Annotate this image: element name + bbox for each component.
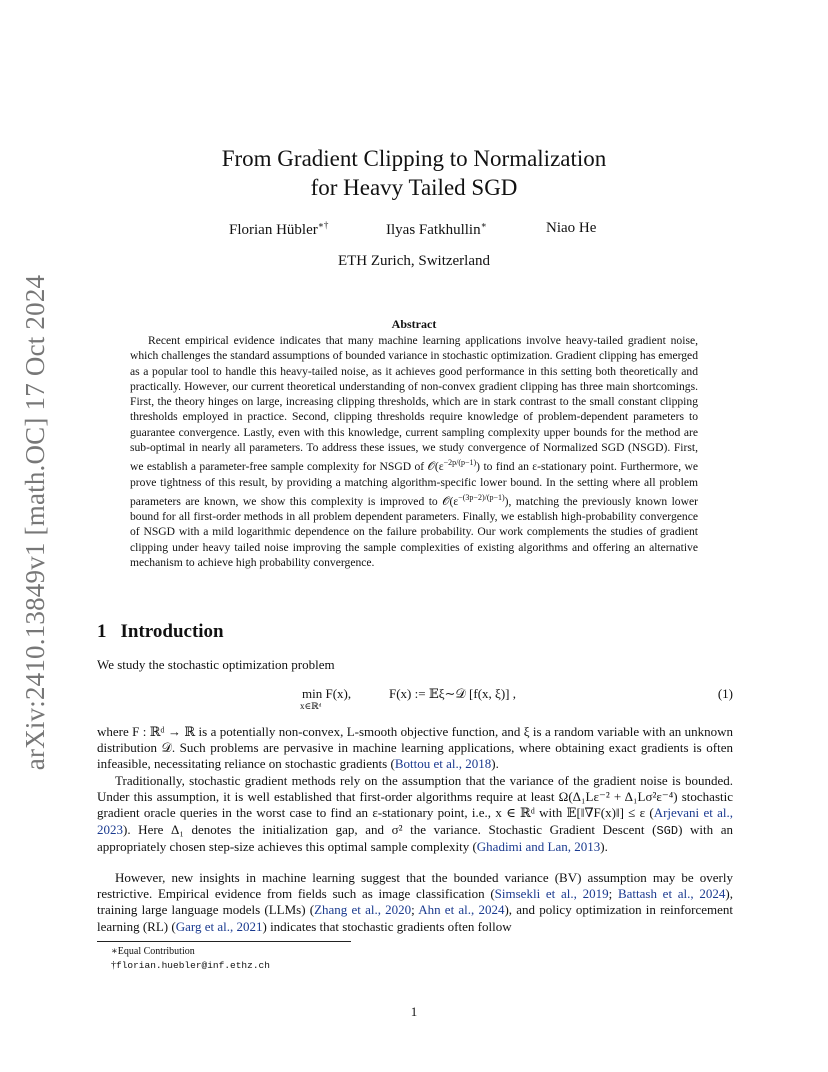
equation-1 — [97, 686, 733, 716]
section-heading-introduction: 1 Introduction — [97, 621, 224, 642]
equation-lhs: min F(x), — [302, 686, 352, 701]
arxiv-sidebar-stamp — [14, 270, 58, 775]
footnote-email: †florian.huebler@inf.ethz.ch — [111, 960, 270, 971]
affiliation: ETH Zurich, Switzerland — [337, 253, 491, 269]
citation-arjevani[interactable]: Arjevani et al., 2023 — [97, 805, 734, 837]
title-line-1: From Gradient Clipping to Normalization — [221, 146, 607, 171]
citation-zhang[interactable]: Zhang et al., 2020 — [314, 902, 412, 918]
equation-subscript: x∈ℝᵈ — [300, 701, 322, 711]
arxiv-identifier: arXiv:2410.13849v1 [math.OC] 17 Oct 2024 — [20, 274, 51, 771]
citation-battash[interactable]: Battash et al., 2024 — [617, 886, 726, 902]
intro-sentence: We study the stochastic optimization problem — [97, 657, 335, 672]
abstract-text: Recent empirical evidence indicates that many machine learning applications involve heavy-tailed gradient noise, which challenges the standard assumptions of bounded variance in stochastic optimization. Gradient clipping has emerged as a popular tool to handle this heavy-tailed noise, as it achieves good performance in this setting both theoretically and practically. However, our current theoretical understanding of non-convex gradient clipping has three main shortcomings. First, the theory hinges on large, increasing clipping thresholds, which are in stark contrast to the small constant clipping thresholds employed in practice. Second, clipping thresholds require knowledge of problem-dependent parameters to guarantee convergence. Lastly, even with this knowledge, current sampling complexity upper bounds for the method are sub-optimal in nearly all parameters. To address these issues, we study convergence of Normalized SGD (NSGD). First, we establish a parameter-free sample complexity for NSGD of $𝒪(\varepsilon^{-2p/(p-1)})$ to find an ε-stationary point. Furthermore, we prove tightness of this result, by providing a matching algorithm-specific lower bound. In the setting where all problem parameters are known, we show this complexity is improved to $𝒪(\varepsilon^{-(3p-2)/(p-1)})$, matching the previously known lower bound for all first-order methods in all problem dependent parameters. Finally, we establish high-probability convergence of NSGD with a mild logarithmic dependence on the failure probability. Our work complements the studies of gradient clipping under heavy tailed noise improving the sample complexities of existing algorithms and offering an alternative mechanism to achieve high probability convergence. — [130, 334, 699, 569]
paragraph-heavy-tailed: However, new insights in machine learning suggest that the bounded variance (BV) assumption may be overly restrictive. Empirical evidence from fields such as image classification (Simsekli et al., 2019; Battash et al., 2024), training large language models (LLMs) (Zhang et al., 2020; Ahn et al., 2024), and policy optimization in reinforcement learning (RL) (Garg et al., 2021) indicates that stochastic gradients often follow — [97, 870, 733, 934]
sgd-acronym: SGD — [656, 823, 679, 838]
page-number: 1 — [410, 1004, 418, 1019]
citation-bottou[interactable]: Bottou et al., 2018 — [394, 756, 492, 772]
citation-simsekli[interactable]: Simsekli et al., 2019 — [494, 886, 609, 902]
paper-title — [120, 144, 708, 202]
footnote-equal-contribution: ∗Equal Contribution — [111, 946, 195, 957]
author-1: Florian Hübler∗† — [229, 220, 329, 238]
citation-garg[interactable]: Garg et al., 2021 — [175, 918, 263, 934]
equation-rhs: F(x) := 𝔼ξ∼𝒟 [f(x, ξ)] , — [389, 686, 516, 701]
abstract-heading: Abstract — [391, 317, 437, 331]
paragraph-bounded-variance: Traditionally, stochastic gradient methods rely on the assumption that the variance of the gradient noise is bounded. Under this assumption, it is well established that first-order algorithms require at least Ω(Δ₁Lε⁻² + Δ₁Lσ²ε⁻⁴) stochastic gradient oracle queries in the worst case to find an ε-stationary point, i.e., x ∈ ℝᵈ with 𝔼[‖∇F(x)‖] ≤ ε (Arjevani et al., 2023). Here Δ₁ denotes the initialization gap, and σ² the variance. Stochastic Gradient Descent (SGD) with an appropriately chosen step-size achieves this optimal sample complexity (Ghadimi and Lan, 2013). — [97, 773, 734, 854]
equation-number: (1) — [717, 686, 733, 701]
author-3: Niao He — [546, 220, 597, 236]
title-line-2: for Heavy Tailed SGD — [310, 175, 518, 200]
complexity-formula-1: $𝒪(\varepsilon^{-2p/(p-1)})$ — [427, 458, 481, 474]
citation-ahn[interactable]: Ahn et al., 2024 — [418, 902, 505, 918]
paragraph-problem-setup: where F : ℝᵈ → ℝ is a potentially non-convex, L-smooth objective function, and ξ is a random variable with an unknown distribution 𝒟. Such problems are pervasive in machine learning applications, where obtaining exact gradients is often infeasible, necessitating reliance on stochastic gradients (Bottou et al., 2018). — [97, 724, 733, 772]
complexity-formula-2: $𝒪(\varepsilon^{-(3p-2)/(p-1)})$ — [442, 492, 509, 508]
author-2: Ilyas Fatkhullin∗ — [386, 220, 487, 238]
citation-ghadimi[interactable]: Ghadimi and Lan, 2013 — [476, 838, 601, 854]
author-email[interactable]: florian.huebler@inf.ethz.ch — [116, 960, 270, 971]
footnote-divider — [97, 941, 351, 942]
author-list — [0, 220, 828, 240]
